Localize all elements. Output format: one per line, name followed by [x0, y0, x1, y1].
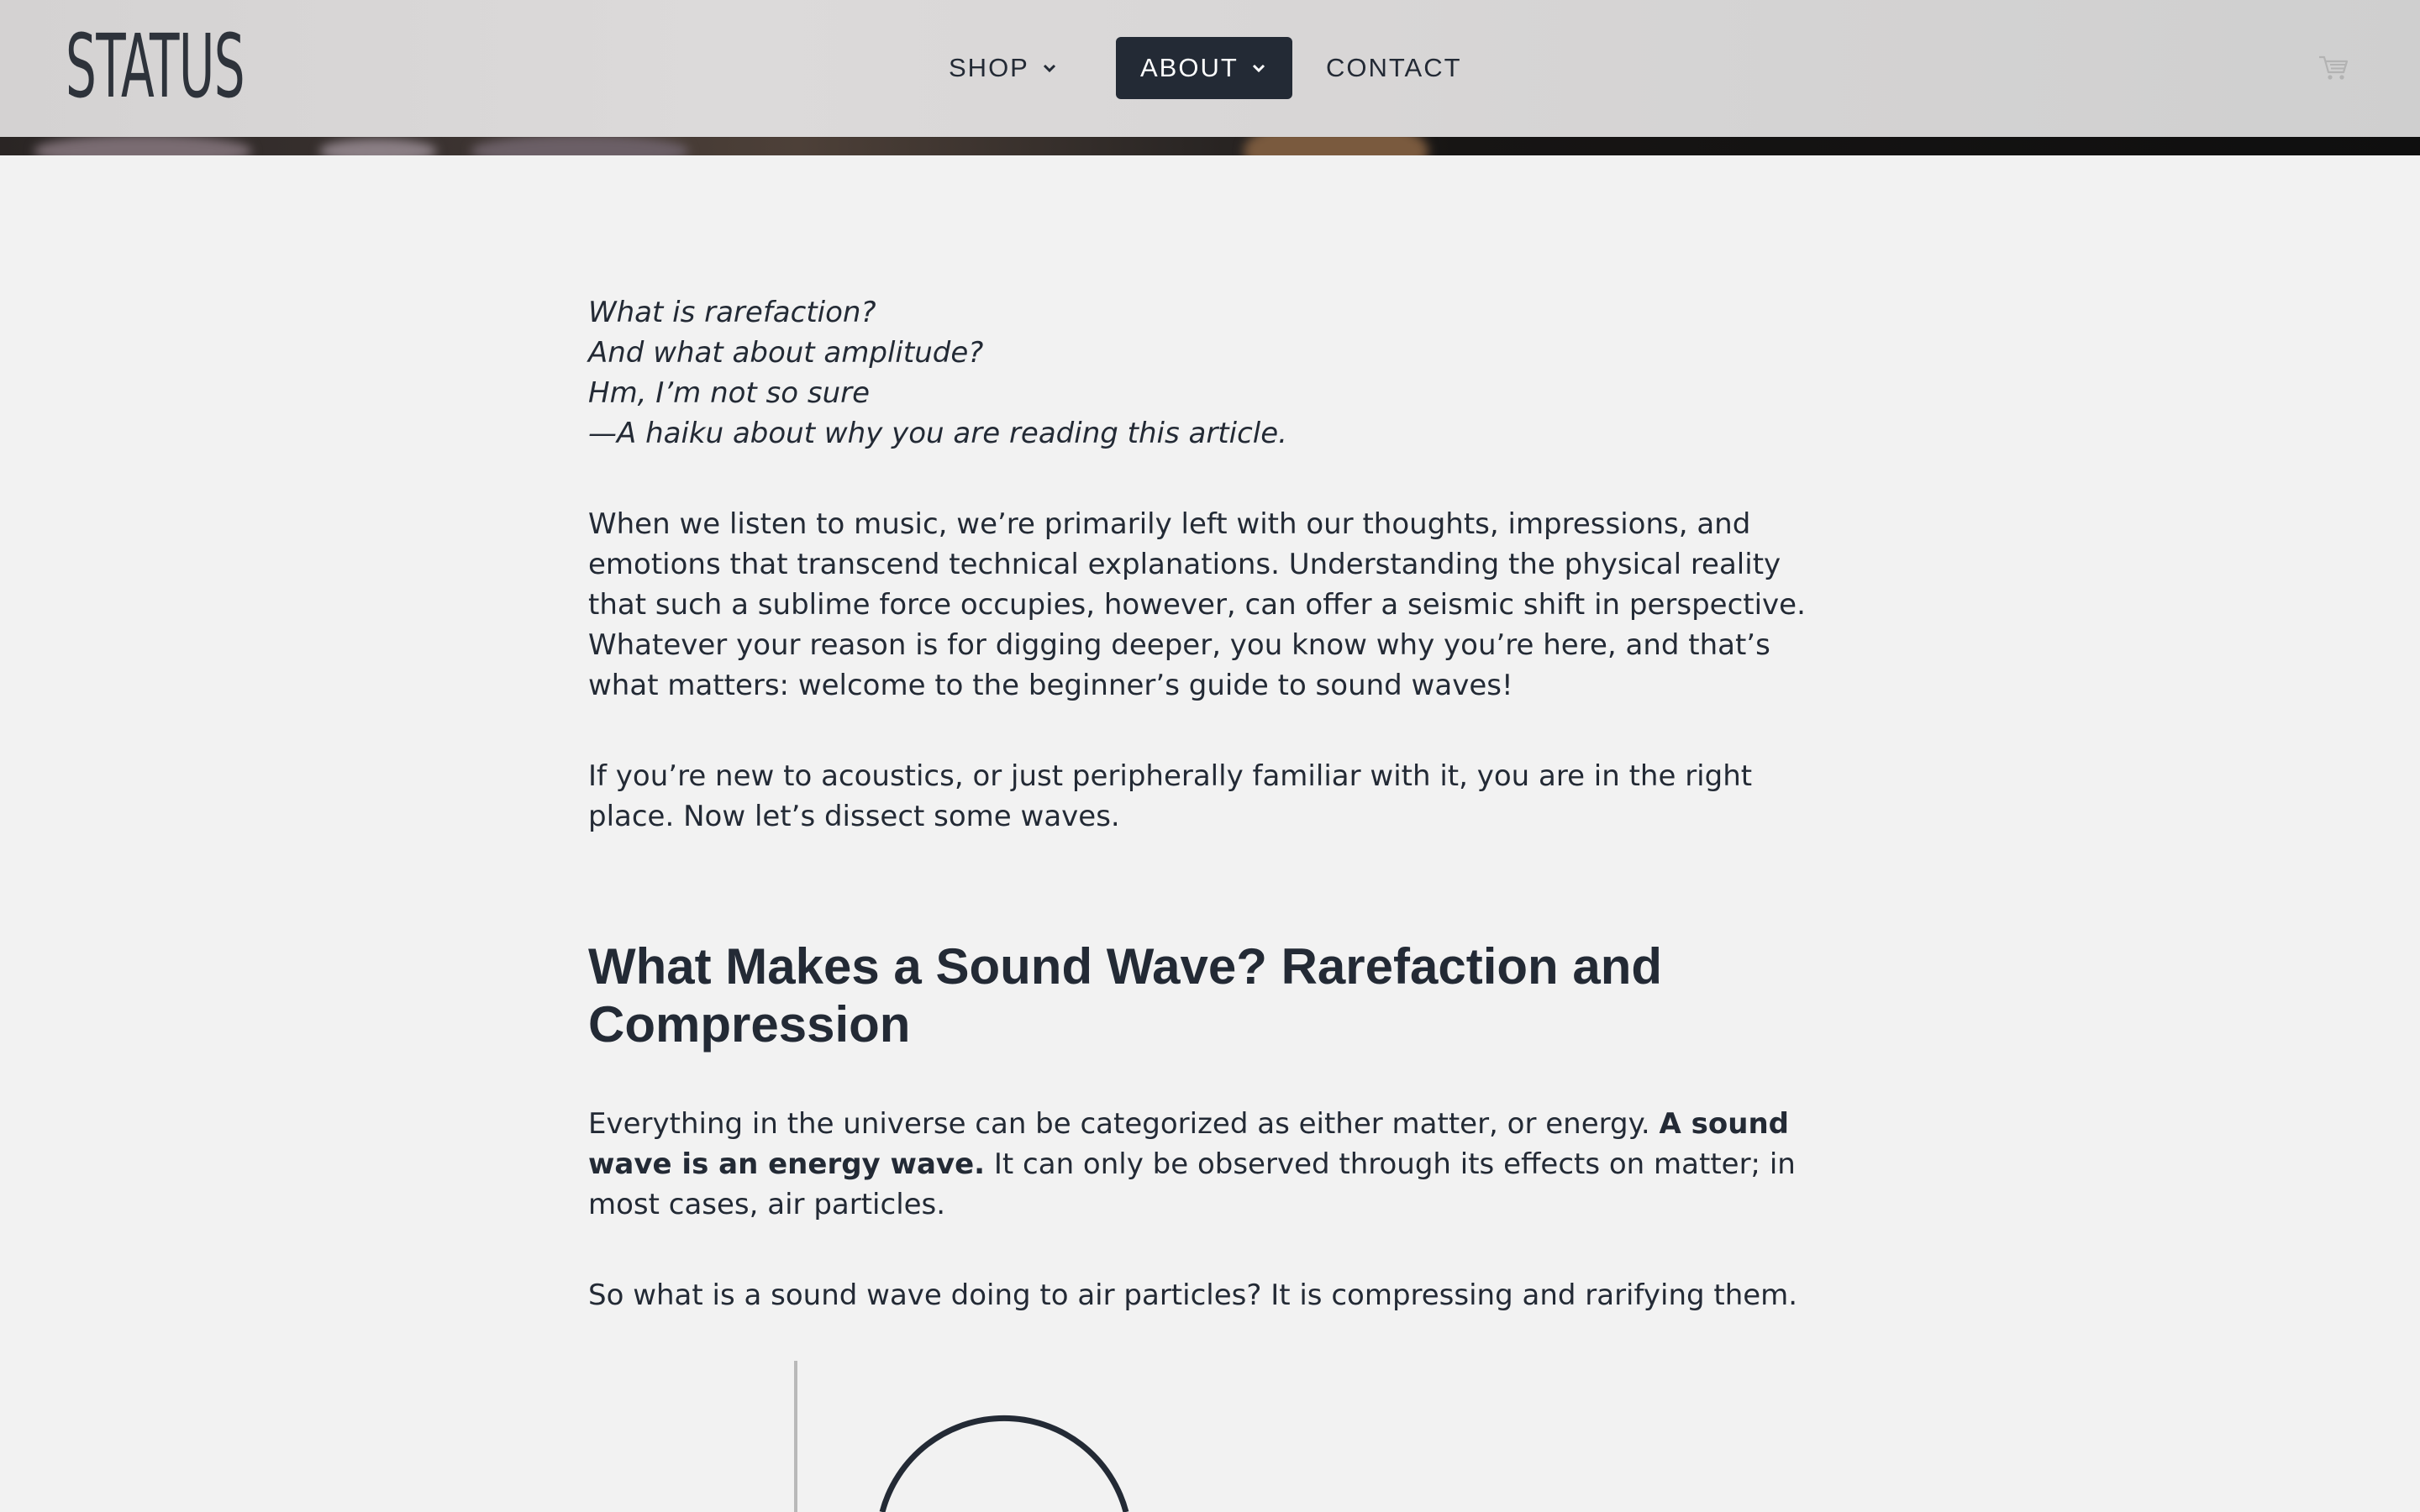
paragraph-text: It can only be observed through its effects on matter; in most cases, air particles. [588, 1147, 1796, 1221]
chevron-down-icon [1250, 60, 1267, 76]
cart-icon[interactable] [2317, 54, 2349, 82]
sound-wave-illustration [756, 1361, 1176, 1512]
paragraph-bold-text: A sound wave is an energy wave. [588, 1107, 1789, 1181]
haiku-line: And what about amplitude? [588, 336, 984, 370]
compression-paragraph: So what is a sound wave doing to air particles? It is compressing and rarifying them. [588, 1278, 1798, 1312]
nav-shop-label: SHOP [949, 53, 1029, 82]
article-body [588, 292, 1832, 1315]
site-header [0, 0, 2420, 137]
haiku-line: What is rarefaction? [588, 296, 876, 329]
acoustics-paragraph: If you’re new to acoustics, or just peripherally familiar with it, you are in the right place. Now let’s dissect some waves. [588, 759, 1753, 833]
nav-contact[interactable] [1326, 37, 1491, 99]
haiku-quote [588, 292, 1832, 454]
site-logo[interactable]: STATUS [66, 15, 245, 118]
intro-paragraph: When we listen to music, we’re primarily left with our thoughts, impressions, and emotions that transcend technical explanations. Understanding the physical reality that such a sublime force occupies, however, can offer a seismic shift in perspective. Whatever your reason is for digging deeper, you know why you’re here, and that’s what matters: welcome to the beginner’s guide to sound waves! [588, 507, 1806, 702]
illustration-circle-arc [882, 1418, 1126, 1512]
chevron-down-icon [1041, 60, 1058, 76]
haiku-line: Hm, I’m not so sure [588, 376, 871, 410]
haiku-attribution: —A haiku about why you are reading this article. [588, 417, 1287, 450]
matter-energy-paragraph [588, 1104, 1832, 1225]
section-heading: What Makes a Sound Wave? Rarefaction and Compression [588, 938, 1663, 1053]
nav-shop[interactable] [924, 37, 1111, 99]
paragraph-text: Everything in the universe can be categorized as either matter, or energy. [588, 1107, 1660, 1141]
nav-about[interactable] [1116, 37, 1292, 99]
nav-contact-label: CONTACT [1326, 53, 1462, 82]
nav-about-label: ABOUT [1140, 53, 1239, 82]
main-nav [924, 37, 1491, 99]
